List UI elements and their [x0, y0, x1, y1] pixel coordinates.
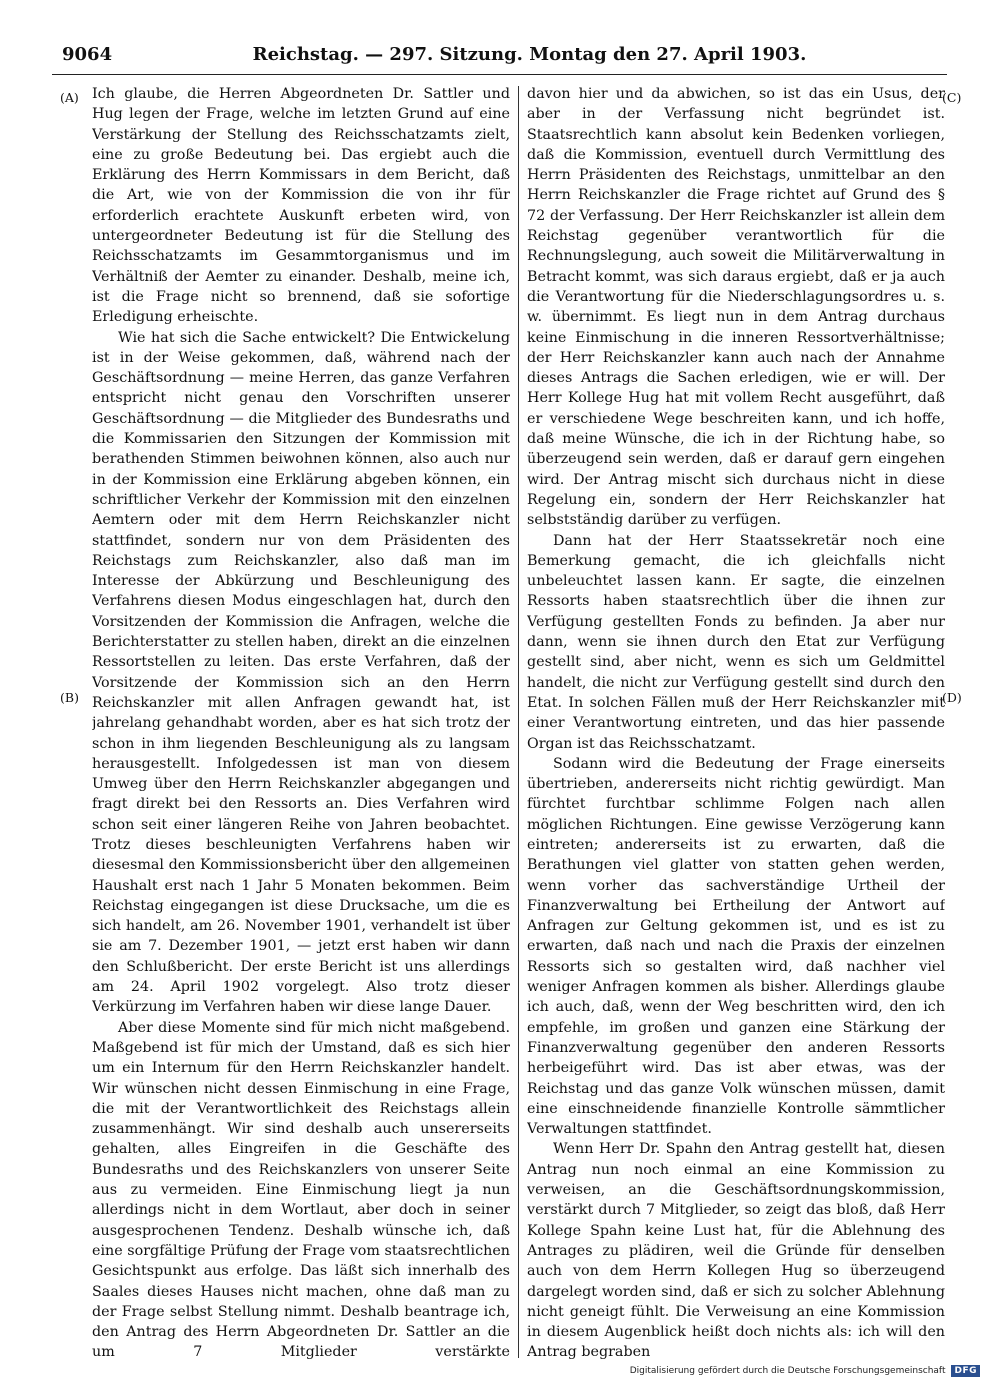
dfg-logo: DFG [951, 1365, 980, 1377]
column-divider [518, 86, 519, 1358]
paragraph: Wie hat sich die Sache entwickelt? Die Entwickelung ist in der Weise gekommen, daß, während nach der Geschäftsordnung — meine Herren, das ganze Verfahren entspricht nicht genau den Vorschriften unserer Geschäftsordnung — die Mitglieder des Bundesraths und die Kommissarien den Sitzungen der Kommission mit berathenden Stimmen beiwohnen können, also auch nur in der Kommission eine Erklärung abgeben können, ein schriftlicher Verkehr der Kommission mit den einzelnen Aemtern oder mit dem Herrn Reichskanzler nicht stattfindet, sondern nur von dem Präsidenten des Reichstags zum Reichskanzler, also daß man im Interesse der Abkürzung und Beschleunigung des Verfahrens diesen Modus eingeschlagen hat, durch den Vorsitzenden der Kommission die Anfragen, welche die Berichterstatter zu stellen haben, direkt an die einzelnen Ressortstellen zu leiten. Das erste Verfahren, daß der Vorsitzende der Kommission sich an den Herrn Reichskanzler mit allen Anfragen gewandt hat, ist jahrelang gehandhabt worden, aber es hat sich trotz der schon in ihm liegenden Beschleunigung als zu langsam herausgestellt. Infolgedessen ist man von diesem Umweg über den Herrn Reichskanzler abgegangen und fragt direkt bei den Ressorts an. Dies Verfahren wird schon seit einer längeren Reihe von Jahren beobachtet. Trotz dieses beschleunigten Verfahrens haben wir diesesmal den Kommissionsbericht über den allgemeinen Haushalt erst nach 1 Jahr 5 Monaten bekommen. Beim Reichstag eingegangen ist diese Drucksache, um die es sich handelt, am 26. November 1901, verhandelt ist über sie am 7. Dezember 1901, — jetzt erst haben wir dann den Schlußbericht. Der erste Bericht ist uns allerdings am 24. April 1902 vorgelegt. Also trotz dieser Verkürzung im Verfahren haben wir diese lange Dauer. [92, 329, 510, 1016]
margin-marker-c: (C) [942, 90, 962, 105]
margin-marker-b: (B) [60, 690, 79, 705]
right-column [527, 84, 945, 1360]
page-header [52, 40, 947, 75]
page-number: 9064 [62, 44, 113, 65]
paragraph: Aber diese Momente sind für mich nicht maßgebend. Maßgebend ist für mich der Umstand, daß es sich hier um ein Internum für den Herrn Reichskanzler handelt. Wir wünschen nicht dessen Einmischung in eine Frage, die mit der Verantwortlichkeit des Reichstags allein zusammenhängt. Wir sind deshalb auch unsererseits gehalten, alles Eingreifen in die Geschäfte des Bundesraths und des Reichskanzlers von unserer Seite aus zu vermeiden. Eine Einmischung liegt ja nun allerdings nicht in dem Wortlaut, aber doch in seiner ausgesprochenen Tendenz. Deshalb wünsche ich, daß eine sorgfältige Prüfung der Frage vom staatsrechtlichen Gesichtspunkt aus erfolge. Das läßt sich innerhalb des Saales dieses Hauses nicht machen, ohne daß man zu der Frage selbst Stellung nimmt. Deshalb beantrage ich, den Antrag des Herrn Abgeordneten Dr. Sattler an die um 7 Mitglieder verstärkte [92, 1019, 510, 1360]
paragraph: Dann hat der Herr Staatssekretär noch eine Bemerkung gemacht, die ich gleichfalls nicht unbeleuchtet lassen kann. Er sagte, die einzelnen Ressorts haben staatsrechtlich über die ihnen zur Verfügung gestellten Fonds zu befinden. Ja aber nur dann, wenn sie ihnen durch den Etat zur Verfügung gestellt sind, aber nicht, wenn es sich um Geldmittel handelt, die nicht zur Verfügung gestellt sind durch den Etat. In solchen Fällen muß der Herr Reichskanzler mit einer Verantwortung eintreten, und das hier passende Organ ist das Reichsschatzamt. [527, 532, 945, 752]
paragraph: Wenn Herr Dr. Spahn den Antrag gestellt hat, diesen Antrag nun noch einmal an eine Kommission zu verweisen, an die Geschäftsordnungskommission, verstärkt durch 7 Mitglieder, so zeigt das bloß, daß Herr Kollege Spahn keine Lust hat, für die Ablehnung des Antrages zu plädiren, weil die Gründe für denselben auch von dem Herrn Kollegen Hug so überzeugend dargelegt worden sind, daß er sich zu solcher Ablehnung nicht geneigt fühlt. Die Verweisung an eine Kommission in diesem Augenblick heißt doch nichts als: ich will den Antrag begraben [527, 1141, 945, 1360]
footer-credit [630, 1363, 980, 1379]
margin-marker-d: (D) [942, 690, 962, 705]
running-title: Reichstag. — 297. Sitzung. Montag den 27. April 1903. [252, 44, 807, 65]
paragraph: Sodann wird die Bedeutung der Frage einerseits übertrieben, andererseits nicht richtig gewürdigt. Man fürchtet furchtbar schlimme Folgen nach allen möglichen Richtungen. Eine gewisse Verzögerung kann eintreten; andererseits ist zu erwarten, daß die Berathungen viel glatter von statten gehen werden, wenn vorher das sachverständige Urtheil der Finanzverwaltung bei Ertheilung der Antwort auf Anfragen zur Geltung gekommen ist, und es ist zu erwarten, daß nach und nach die Praxis der einzelnen Ressorts sich so gestalten wird, daß nachher viel weniger Anfragen kommen als bisher. Allerdings glaube ich auch, daß, wenn der Weg beschritten wird, den ich empfehle, im großen und ganzen eine Stärkung der Finanzverwaltung gegenüber den anderen Ressorts herbeigeführt wird. Das ist aber etwas, was der Reichstag und das ganze Volk wünschen müssen, damit eine einschneidende finanzielle Kontrolle sämmtlicher Verwaltungen stattfindet. [527, 755, 945, 1138]
paragraph: davon hier und da abwichen, so ist das ein Usus, der aber in der Verfassung nicht begründet ist. Staatsrechtlich kann absolut kein Bedenken vorliegen, daß die Kommission, eventuell durch Vermittlung des Herrn Präsidenten des Reichstags, unmittelbar an den Herrn Reichskanzler die Frage richtet auf Grund des § 72 der Verfassung. Der Herr Reichskanzler ist allein dem Reichstag gegenüber verantwortlich für die Rechnungslegung, auch soweit die Militärverwaltung in Betracht kommt, was sich daraus ergiebt, daß er ja auch die Verantwortung für die Niederschlagungsordres u. s. w. übernimmt. Es liegt nun in dem Antrag durchaus keine Einmischung in die inneren Ressortverhältnisse; der Herr Reichskanzler kann auch nach der Annahme dieses Antrags die Sachen erledigen, wie er will. Der Herr Kollege Hug hat mit vollem Recht ausgeführt, daß er verschiedene Wege beschreiten kann, und ich hoffe, daß meine Wünsche, die ich in der Richtung habe, so überzeugend sein werden, daß er darauf gern eingehen wird. Der Antrag mischt sich durchaus nicht in diese Regelung ein, sondern der Herr Reichskanzler hat selbstständig darüber zu verfügen. [527, 86, 945, 529]
margin-marker-a: (A) [60, 90, 79, 105]
left-column [92, 84, 510, 1360]
paragraph: Ich glaube, die Herren Abgeordneten Dr. Sattler und Hug legen der Frage, welche im letzten Grund auf eine Verstärkung der Stellung des Reichsschatzamts zielt, eine zu große Bedeutung bei. Das ergiebt auch die Erklärung des Herrn Kommissars in dem Bericht, daß die Art, wie von der Kommission die von ihr für erforderlich erachtete Auskunft erbeten wird, von untergeordneter Bedeutung ist für die Stellung des Reichsschatzamts im Gesammtorganismus und im Verhältniß der Aemter zu einander. Deshalb, meine ich, ist die Frage nicht so brennend, daß sie sofortige Erledigung erheischte. [92, 86, 510, 326]
footer-text: Digitalisierung gefördert durch die Deutsche Forschungsgemeinschaft [629, 1366, 946, 1376]
